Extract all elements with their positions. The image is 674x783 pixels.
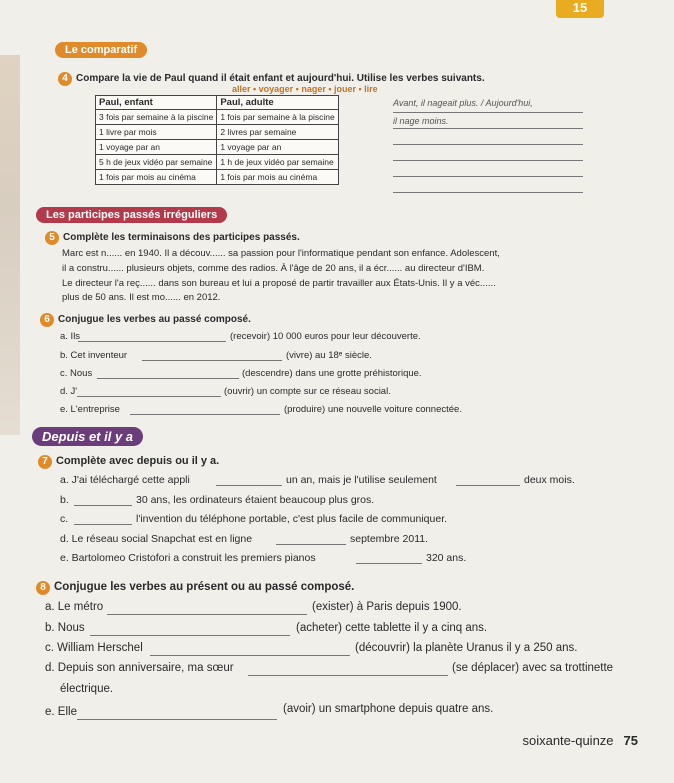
table-cell: 1 fois par mois au cinéma	[217, 170, 338, 185]
exercise-6-item-a-rest: (recevoir) 10 000 euros pour leur découverte.	[230, 331, 421, 342]
table-row	[96, 155, 339, 170]
exercise-7-item-b-rest: 30 ans, les ordinateurs étaient beaucoup plus gros.	[136, 494, 375, 506]
answer-blank[interactable]	[74, 524, 132, 525]
verb-list: aller • voyager • nager • jouer • lire	[232, 84, 378, 94]
answer-blank[interactable]	[456, 485, 520, 486]
answer-blank[interactable]	[276, 544, 346, 545]
exercise-6-item-a-subject: a. Ils	[60, 331, 81, 342]
exercise-7-item-d-end: septembre 2011.	[350, 533, 429, 545]
section-heading-participes: Les participes passés irréguliers	[36, 207, 227, 223]
answer-blank[interactable]	[97, 378, 239, 379]
exercise-7-item-a-end: deux mois.	[524, 474, 575, 486]
table-header-child: Paul, enfant	[96, 96, 217, 110]
exercise-8-instruction	[36, 581, 354, 595]
exercise-8-item-c-subject: c. William Herschel	[45, 642, 143, 654]
table-row	[96, 110, 339, 125]
exercise-8-item-b-rest: (acheter) cette tablette il y a cinq ans.	[296, 622, 488, 634]
exercise-8-text: Conjugue les verbes au présent ou au passé composé.	[54, 581, 355, 593]
exercise-7-item-c-rest: l'invention du téléphone portable, c'est plus facile de communiquer.	[136, 513, 448, 525]
table-cell: 1 voyage par an	[96, 140, 217, 155]
handwritten-answer-2: il nage moins.	[393, 116, 449, 126]
table-cell: 1 h de jeux vidéo par semaine	[217, 155, 338, 170]
table-cell: 1 fois par semaine à la piscine	[217, 110, 338, 125]
table-cell: 5 h de jeux vidéo par semaine	[96, 155, 217, 170]
exercise-5-line: plus de 50 ans. Il est mo...... en 2012.	[62, 292, 221, 303]
exercise-7-instruction	[38, 455, 219, 469]
exercise-8-item-c-rest: (découvrir) la planète Uranus il y a 250 ans.	[355, 642, 578, 654]
table-cell: 2 livres par semaine	[217, 125, 338, 140]
answer-blank[interactable]	[150, 655, 350, 656]
answer-line[interactable]	[393, 176, 583, 177]
exercise-4-text: Compare la vie de Paul quand il était enfant et aujourd'hui. Utilise les verbes suivants.	[76, 73, 485, 84]
exercise-7-item-c-letter: c.	[60, 513, 69, 525]
table-cell: 1 livre par mois	[96, 125, 217, 140]
answer-blank[interactable]	[107, 614, 307, 615]
answer-blank[interactable]	[90, 635, 290, 636]
answer-line[interactable]	[393, 160, 583, 161]
table-cell: 3 fois par semaine à la piscine	[96, 110, 217, 125]
table-row	[96, 140, 339, 155]
exercise-8-item-d-subject: d. Depuis son anniversaire, ma sœur	[45, 662, 234, 674]
exercise-5-line: Le directeur l'a reç...... dans son bureau et lui a proposé de partir travailler aux États-Unis. Il y a véc......	[62, 278, 496, 289]
answer-line[interactable]	[393, 112, 583, 113]
exercise-6-item-d-rest: (ouvrir) un compte sur ce réseau social.	[224, 386, 391, 397]
table-cell: 1 voyage par an	[217, 140, 338, 155]
answer-blank[interactable]	[77, 719, 277, 720]
exercise-6-item-b-subject: b. Cet inventeur	[60, 350, 128, 361]
exercise-8-item-a-rest: (exister) à Paris depuis 1900.	[312, 601, 462, 613]
exercise-5-instruction	[45, 231, 300, 245]
answer-line[interactable]	[393, 144, 583, 145]
exercise-5-number: 5	[45, 231, 59, 245]
exercise-8-item-d-rest: (se déplacer) avec sa trottinette	[452, 662, 614, 674]
answer-blank[interactable]	[77, 396, 221, 397]
page-corner-tab	[556, 0, 604, 18]
exercise-8-item-d-continuation: électrique.	[60, 683, 114, 695]
exercise-7-item-e-start: e. Bartolomeo Cristofori a construit les premiers pianos	[60, 552, 316, 564]
answer-blank[interactable]	[78, 341, 226, 342]
exercise-6-number: 6	[40, 313, 54, 327]
section-heading-comparatif: Le comparatif	[55, 42, 147, 58]
exercise-8-item-e-subject: e. Elle	[45, 706, 77, 718]
answer-blank[interactable]	[248, 675, 448, 676]
answer-blank[interactable]	[216, 485, 282, 486]
exercise-7-item-a-start: a. J'ai téléchargé cette appli	[60, 474, 190, 486]
exercise-8-item-b-subject: b. Nous	[45, 622, 85, 634]
answer-blank[interactable]	[130, 414, 280, 415]
exercise-8-number: 8	[36, 581, 50, 595]
comparison-table	[95, 95, 339, 185]
handwritten-answer-1: Avant, il nageait plus. / Aujourd'hui,	[393, 98, 533, 108]
exercise-6-item-c-subject: c. Nous	[60, 368, 93, 379]
exercise-7-number: 7	[38, 455, 52, 469]
exercise-6-instruction	[40, 313, 251, 327]
exercise-8-item-e-rest: (avoir) un smartphone depuis quatre ans.	[283, 703, 494, 715]
exercise-6-text: Conjugue les verbes au passé composé.	[58, 314, 251, 325]
answer-blank[interactable]	[74, 505, 132, 506]
page-footer	[522, 733, 638, 748]
exercise-4-number: 4	[58, 72, 72, 86]
table-header-adult: Paul, adulte	[217, 96, 338, 110]
exercise-6-item-c-rest: (descendre) dans une grotte préhistorique.	[242, 368, 422, 379]
exercise-6-item-e-subject: e. L'entreprise	[60, 404, 120, 415]
answer-blank[interactable]	[142, 360, 282, 361]
section-heading-depuis: Depuis et il y a	[32, 427, 143, 446]
table-cell: 1 fois par mois au cinéma	[96, 170, 217, 185]
exercise-6-item-d-subject: d. J'	[60, 386, 78, 397]
answer-line[interactable]	[393, 192, 583, 193]
exercise-6-item-e-rest: (produire) une nouvelle voiture connectée.	[284, 404, 462, 415]
answer-blank[interactable]	[356, 563, 422, 564]
answer-line[interactable]	[393, 128, 583, 129]
page-number: 75	[623, 733, 638, 748]
exercise-7-item-e-end: 320 ans.	[426, 552, 467, 564]
table-row	[96, 125, 339, 140]
exercise-8-item-a-subject: a. Le métro	[45, 601, 104, 613]
exercise-7-text: Complète avec depuis ou il y a.	[56, 455, 220, 467]
exercise-7-item-d-start: d. Le réseau social Snapchat est en ligne	[60, 533, 253, 545]
decorative-photo-strip	[0, 55, 20, 435]
page-number-words: soixante-quinze	[522, 733, 614, 748]
corner-number: 15	[572, 0, 588, 15]
exercise-7-item-a-middle: un an, mais je l'utilise seulement	[286, 474, 437, 486]
exercise-7-item-b-letter: b.	[60, 494, 69, 506]
exercise-6-item-b-rest: (vivre) au 18ᵉ siècle.	[286, 350, 372, 361]
exercise-5-text: Complète les terminaisons des participes passés.	[63, 232, 300, 243]
exercise-5-line: Marc est n...... en 1940. Il a découv...... sa passion pour l'informatique pendant son enfance. Adolescent,	[62, 248, 500, 259]
table-row	[96, 170, 339, 185]
exercise-5-line: il a constru...... plusieurs objets, comme des radios. À l'âge de 20 ans, il a écr...... au directeur d'IBM.	[62, 263, 485, 274]
